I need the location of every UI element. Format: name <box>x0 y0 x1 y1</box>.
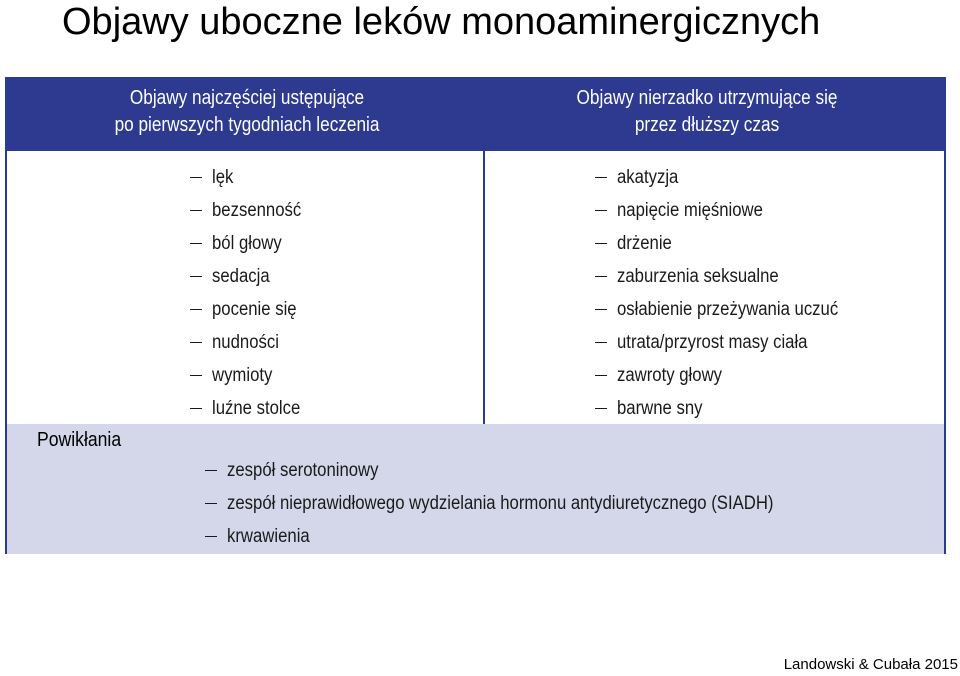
dash-icon <box>595 408 607 410</box>
column-divider <box>483 151 485 424</box>
header-right <box>535 85 879 139</box>
list-item: luźne stolce <box>190 392 313 425</box>
dash-icon <box>190 210 202 212</box>
dash-icon <box>205 503 217 505</box>
header-right-line2: przez dłuższy czas <box>634 114 780 136</box>
complications-section <box>7 424 944 554</box>
list-item: zespół nieprawidłowego wydzielania hormonu antydiuretycznego (SIADH) <box>205 487 848 520</box>
dash-icon <box>190 408 202 410</box>
header-left <box>92 85 402 139</box>
complications-list <box>205 454 848 553</box>
list-item: osłabienie przeżywania uczuć <box>595 293 868 326</box>
list-item: wymioty <box>190 359 313 392</box>
list-item: utrata/przyrost masy ciała <box>595 326 868 359</box>
table-header <box>7 79 944 151</box>
side-effects-table <box>5 77 946 554</box>
dash-icon <box>595 243 607 245</box>
list-item: krwawienia <box>205 520 848 553</box>
dash-icon <box>190 309 202 311</box>
list-item: akatyzja <box>595 161 868 194</box>
dash-icon <box>190 177 202 179</box>
list-item: napięcie mięśniowe <box>595 194 868 227</box>
dash-icon <box>595 177 607 179</box>
dash-icon <box>595 375 607 377</box>
dash-icon <box>205 470 217 472</box>
dash-icon <box>595 210 607 212</box>
dash-icon <box>205 536 217 538</box>
list-item: bezsenność <box>190 194 313 227</box>
source-citation: Landowski & Cubała 2015 <box>783 656 958 673</box>
list-item: zaburzenia seksualne <box>595 260 868 293</box>
dash-icon <box>595 276 607 278</box>
list-item: barwne sny <box>595 392 868 425</box>
list-item: zespół serotoninowy <box>205 454 848 487</box>
slide-title: Objawy uboczne leków monoaminergicznych <box>62 1 821 43</box>
dash-icon <box>595 342 607 344</box>
header-left-line2: po pierwszych tygodniach leczenia <box>114 114 380 136</box>
list-item: sedacja <box>190 260 313 293</box>
persistent-symptoms-list <box>595 161 868 425</box>
dash-icon <box>190 276 202 278</box>
list-item: nudności <box>190 326 313 359</box>
list-item: drżenie <box>595 227 868 260</box>
list-item: lęk <box>190 161 313 194</box>
header-left-line1: Objawy najczęściej ustępujące <box>129 87 365 109</box>
dash-icon <box>595 309 607 311</box>
list-item: zawroty głowy <box>595 359 868 392</box>
header-right-line1: Objawy nierzadko utrzymujące się <box>576 87 838 109</box>
transient-symptoms-list <box>190 161 313 425</box>
complications-label: Powikłania <box>37 429 122 451</box>
list-item: pocenie się <box>190 293 313 326</box>
dash-icon <box>190 243 202 245</box>
dash-icon <box>190 375 202 377</box>
list-item: ból głowy <box>190 227 313 260</box>
dash-icon <box>190 342 202 344</box>
